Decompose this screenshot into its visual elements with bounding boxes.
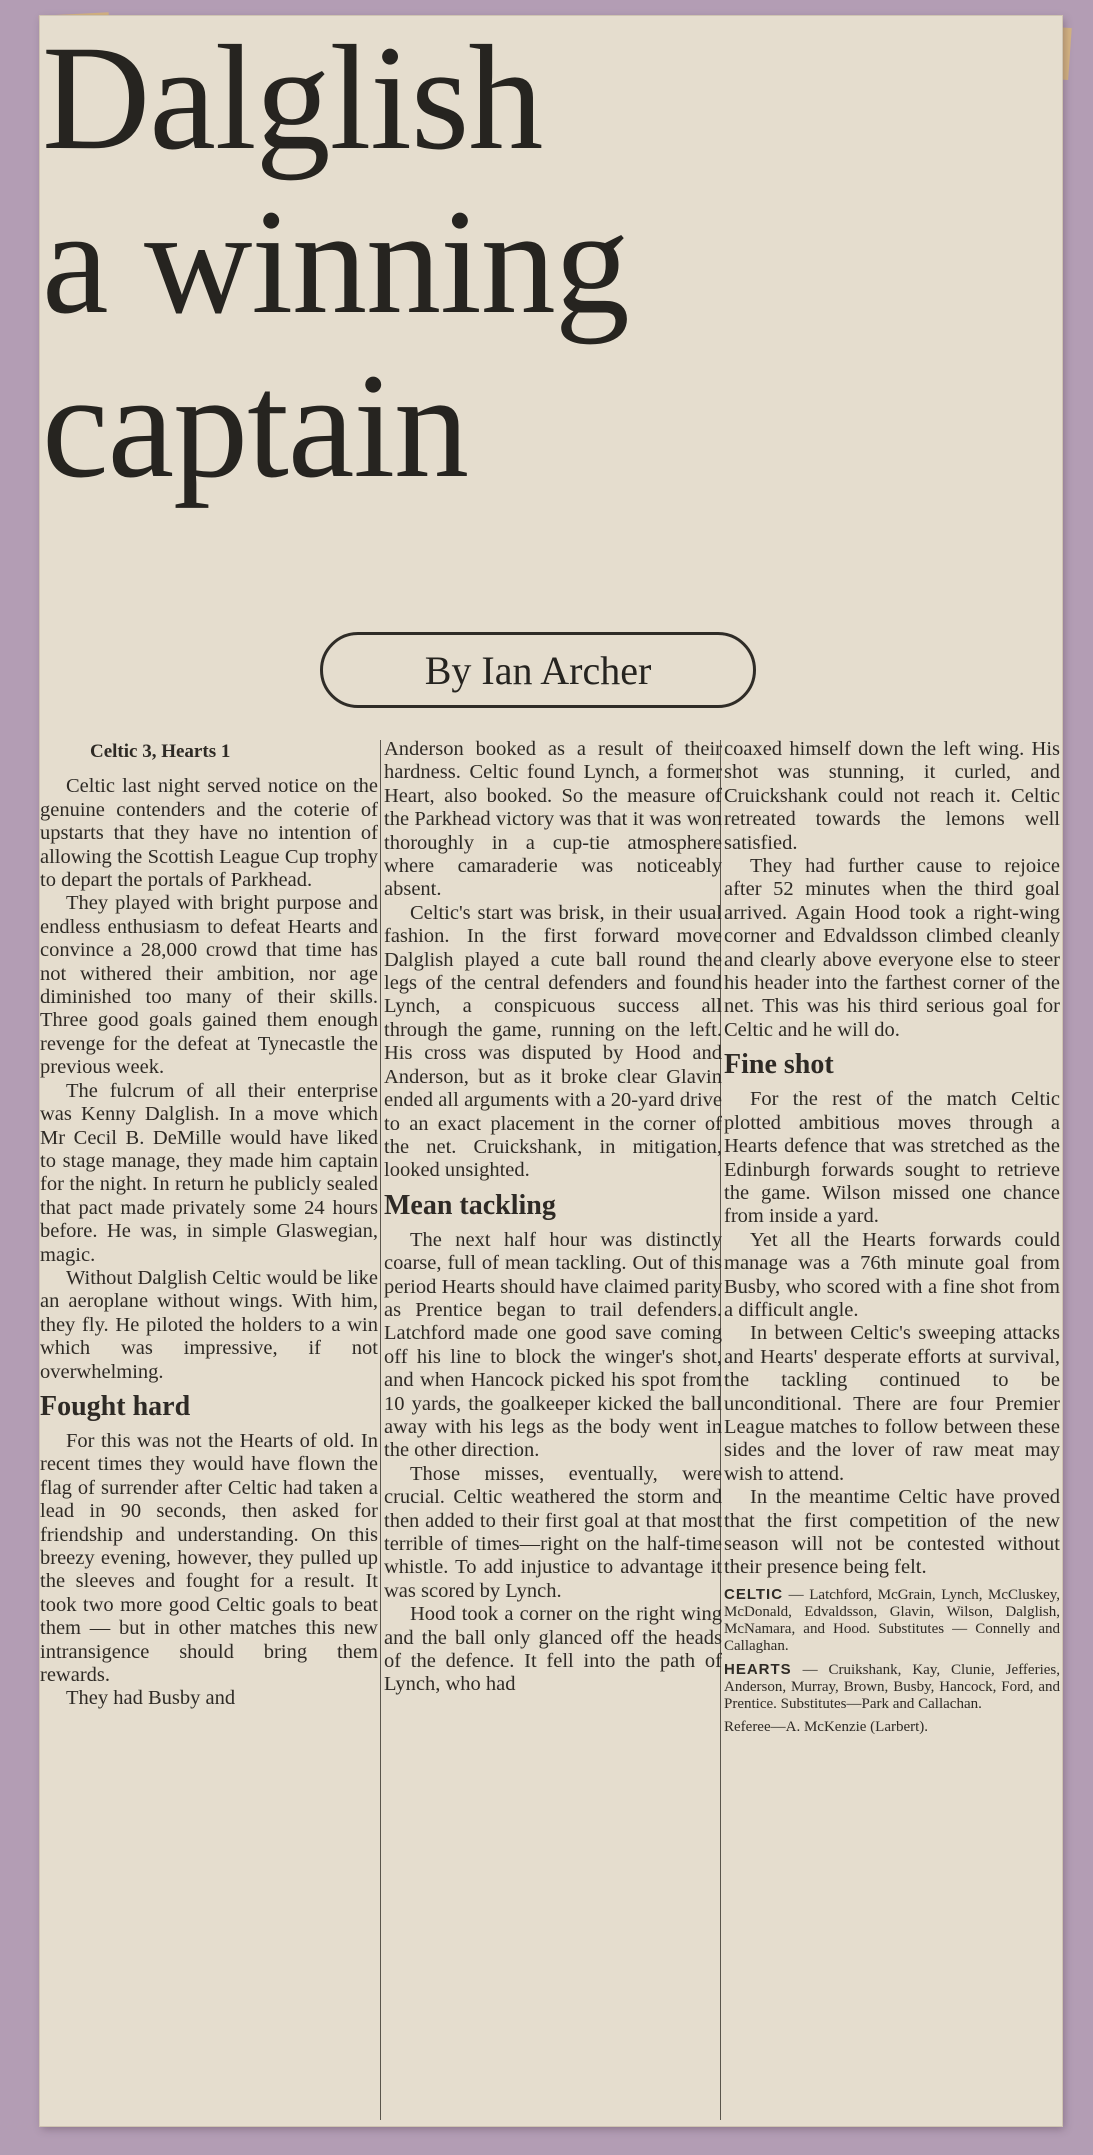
paragraph: They had Busby and [66, 1687, 236, 1710]
paragraph: Hood took a corner on the right wing and the ball only glanced off the heads of the defence. It fell into the path of Lynch, who had [384, 1603, 722, 1696]
subheading-mean-tackling: Mean tackling [384, 1189, 556, 1221]
headline [42, 16, 1002, 508]
paragraph: Celtic's start was brisk, in their usual fashion. In the first forward move Dalglish played a cute ball round the legs of the central defenders and found Lynch, a conspicuous success all through the game, running on the left. His cross was disputed by Hood and Anderson, but as it broke clear Glavin ended all arguments with a 20-yard drive to an exact placement in the corner of the net. Cruickshank, in mitigation, looked unsighted. [384, 901, 722, 1182]
byline-text: By Ian Archer [424, 647, 652, 693]
paragraph: They had further cause to rejoice after 52 minutes when the third goal arrived. Again Hood took a right-wing corner and Edvaldsson climbed cleanly and clearly above everyone else to steer his header into the farthest corner of the net. This was his third serious goal for Celtic and he will do. [724, 855, 1060, 1041]
team-label: CELTIC [724, 1585, 784, 1603]
paragraph: They played with bright purpose and endless enthusiasm to defeat Hearts and convince a 28,000 crowd that time has not withered their ambition, nor age diminished too many of their skills. Three good goals gained them enough revenge for the defeat at Tynecastle the previous week. [40, 892, 378, 1079]
subheading-fought-hard: Fought hard [40, 1390, 191, 1422]
byline-box [320, 632, 756, 708]
paragraph: Without Dalglish Celtic would be like an aeroplane without wings. With him, they fly. He piloted the holders to a win which was impressive, if not overwhelming. [40, 1266, 378, 1383]
paragraph: The next half hour was distinctly coarse, full of mean tackling. Out of this period Hearts should have claimed parity as Prentice began to trail defenders. Latchford made one good save coming off his line to block the winger's shot, and when Hancock picked his spot from 10 yards, the goalkeeper kicked the ball away with his legs as the body went in the other direction. [384, 1228, 722, 1462]
team-label: HEARTS [724, 1660, 792, 1678]
headline-line-2: a winning [42, 179, 629, 345]
paragraph: Anderson booked as a result of their hardness. Celtic found Lynch, a former Heart, also booked. So the measure of the Parkhead victory was that it was won thoroughly in a cup-tie atmosphere where camaraderie was noticeably absent. [384, 738, 722, 901]
paragraph: In the meantime Celtic have proved that the first competition of the new season will not be contested without their presence being felt. [724, 1486, 1060, 1579]
headline-line-1: Dalglish [42, 16, 543, 181]
paragraph: For this was not the Hearts of old. In recent times they would have flown the flag of surrender after Celtic had taken a lead in 90 seconds, then asked for friendship and understanding. On this breezy evening, however, they pulled up the sleeves and fought for a result. It took two more good Celtic goals to beat them — but in other matches this new intransigence should bring them rewards. [40, 1429, 378, 1687]
subheading-fine-shot: Fine shot [724, 1049, 834, 1081]
paragraph: In between Celtic's sweeping attacks and Hearts' desperate efforts at survival, the tackling continued to be unconditional. There are four Premier League matches to follow between these sides and the lover of raw meat may wish to attend. [724, 1322, 1060, 1485]
team-lineup-hearts [724, 1661, 1060, 1713]
paragraph: The fulcrum of all their enterprise was Kenny Dalglish. In a move which Mr Cecil B. DeMille would have liked to stage manage, they made him captain for the night. In return he publicly sealed that pact made privately some 24 hours before. He was, in simple Glaswegian, magic. [40, 1079, 378, 1266]
article-column-3 [724, 738, 1060, 1736]
paragraph: Yet all the Hearts forwards could manage was a 76th minute goal from Busby, who scored with a fine shot from a difficult angle. [724, 1228, 1060, 1321]
paragraph: Celtic last night served notice on the genuine contenders and the coterie of upstarts that they have no intention of allowing the Scottish League Cup trophy to depart the portals of Parkhead. [40, 775, 378, 892]
score-line: Celtic 3, Hearts 1 [90, 741, 231, 762]
newspaper-clipping [40, 16, 1062, 2126]
column-rule-1 [380, 740, 381, 2120]
article-column-2 [384, 738, 722, 1697]
team-lineup-celtic [724, 1586, 1060, 1655]
paragraph: Those misses, eventually, were crucial. Celtic weathered the storm and then added to their first goal at that most terrible of times—right on the half-time whistle. To add injustice to advantage it was scored by Lynch. [384, 1462, 722, 1602]
team-players: — Cruikshank, Kay, Clunie, Jefferies, Anderson, Murray, Brown, Busby, Hancock, Ford, and Prentice. Substitutes—Park and Callachan. [724, 1661, 1060, 1712]
headline-line-3: captain [42, 343, 469, 509]
paragraph: coaxed himself down the left wing. His shot was stunning, it curled, and Cruickshank could not reach it. Celtic retreated towards the lemons well satisfied. [724, 738, 1060, 854]
article-column-1 [40, 740, 378, 1711]
paragraph: For the rest of the match Celtic plotted ambitious moves through a Hearts defence that was stretched as the Edinburgh forwards sought to retrieve the game. Wilson missed one chance from inside a yard. [724, 1088, 1060, 1228]
referee-line: Referee—A. McKenzie (Larbert). [724, 1718, 929, 1735]
team-players: — Latchford, McGrain, Lynch, McCluskey, McDonald, Edvaldsson, Glavin, Wilson, Dalglish, McNamara, and Hood. Substitutes — Connelly and Callaghan. [724, 1586, 1060, 1654]
